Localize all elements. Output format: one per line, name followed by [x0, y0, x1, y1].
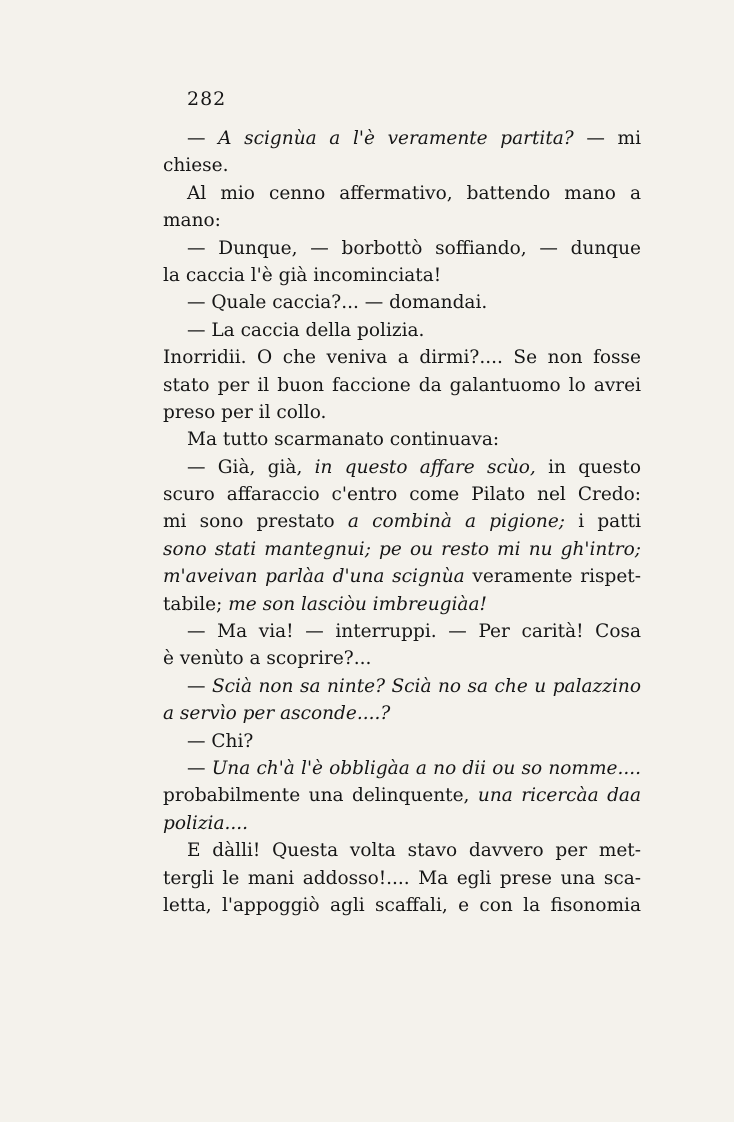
text-line: [163, 755, 641, 782]
italic-text-segment: polizia....: [163, 812, 249, 834]
text-segment: i patti: [565, 511, 641, 533]
text-segment: probabilmente una delinquente,: [163, 785, 478, 807]
text-line: [163, 317, 641, 344]
body-text: [163, 125, 641, 919]
text-line: [163, 837, 641, 864]
text-segment: — Ma via! — interruppi. — Per carità! Cosa: [187, 621, 641, 643]
text-segment: stato per il buon faccione da galantuomo lo avrei: [163, 374, 641, 396]
italic-text-segment: a combinà a pigione;: [347, 511, 566, 533]
text-segment: preso per il collo.: [163, 401, 327, 423]
text-segment: scuro affaraccio c'entro come Pilato nel Credo:: [163, 484, 641, 506]
text-line: [163, 399, 641, 426]
italic-text-segment: a servìo per asconde....?: [163, 703, 391, 725]
text-line: [163, 645, 641, 672]
text-line: [163, 152, 641, 179]
text-segment: — Dunque, — borbottò soffiando, — dunque: [187, 237, 641, 259]
text-segment: chiese.: [163, 155, 229, 177]
text-segment: tabile;: [163, 593, 229, 615]
text-line: [163, 125, 641, 152]
italic-text-segment: me son lasciòu imbreugiàa!: [228, 593, 487, 615]
text-line: [163, 344, 641, 371]
text-line: [163, 207, 641, 234]
text-line: [163, 536, 641, 563]
text-line: [163, 618, 641, 645]
italic-text-segment: una ricercàa daa: [477, 785, 641, 807]
text-line: [163, 782, 641, 809]
text-line: [163, 426, 641, 453]
text-segment: tergli le mani addosso!.... Ma egli prese una sca-: [163, 867, 641, 889]
text-line: [163, 865, 641, 892]
italic-text-segment: m'aveivan parlàa d'una scignùa: [163, 566, 465, 588]
text-segment: Ma tutto scarmanato continuava:: [187, 429, 500, 451]
text-segment: veramente rispet-: [464, 566, 641, 588]
text-segment: —: [187, 128, 219, 149]
text-line: [163, 892, 641, 919]
italic-text-segment: Una ch'à l'è obbligàa a no dii ou so nomme....: [211, 757, 641, 779]
text-segment: —: [187, 757, 212, 779]
italic-text-segment: in questo affare scùo,: [314, 456, 536, 478]
text-segment: in questo: [535, 456, 641, 478]
text-line: [163, 508, 641, 535]
text-segment: E dàlli! Questa volta stavo davvero per met-: [187, 840, 641, 862]
text-segment: Al mio cenno affermativo, battendo mano a: [187, 182, 641, 204]
italic-text-segment: A scignùa a l'è veramente partita?: [218, 128, 574, 149]
text-segment: — Chi?: [187, 730, 254, 752]
text-line: [163, 591, 641, 618]
text-segment: —: [187, 675, 212, 697]
text-line: [163, 700, 641, 727]
text-line: [163, 235, 641, 262]
text-line: [163, 481, 641, 508]
text-segment: è venùto a scoprire?...: [163, 648, 372, 670]
text-segment: — Quale caccia?... — domandai.: [187, 292, 488, 314]
text-line: [163, 563, 641, 590]
text-line: [163, 454, 641, 481]
text-line: [163, 728, 641, 755]
text-line: [163, 180, 641, 207]
text-segment: letta, l'appoggiò agli scaffali, e con la fisonomia: [163, 894, 641, 916]
italic-text-segment: sono stati mantegnui; pe ou resto mi nu gh'intro;: [163, 538, 641, 560]
text-segment: — La caccia della polizia.: [187, 319, 425, 341]
text-line: [163, 810, 641, 837]
italic-text-segment: Scià non sa ninte? Scià no sa che u palazzino: [212, 675, 641, 697]
text-segment: Inorridii. O che veniva a dirmi?.... Se non fosse: [163, 347, 641, 369]
text-segment: mi sono prestato: [163, 511, 348, 533]
page-number: 282: [187, 88, 227, 110]
text-segment: — Già, già,: [187, 456, 315, 478]
text-segment: — mi: [573, 128, 641, 149]
text-line: [163, 262, 641, 289]
text-line: [163, 289, 641, 316]
text-line: [163, 673, 641, 700]
text-segment: mano:: [163, 210, 221, 232]
text-segment: la caccia l'è già incominciata!: [163, 264, 442, 286]
text-line: [163, 372, 641, 399]
